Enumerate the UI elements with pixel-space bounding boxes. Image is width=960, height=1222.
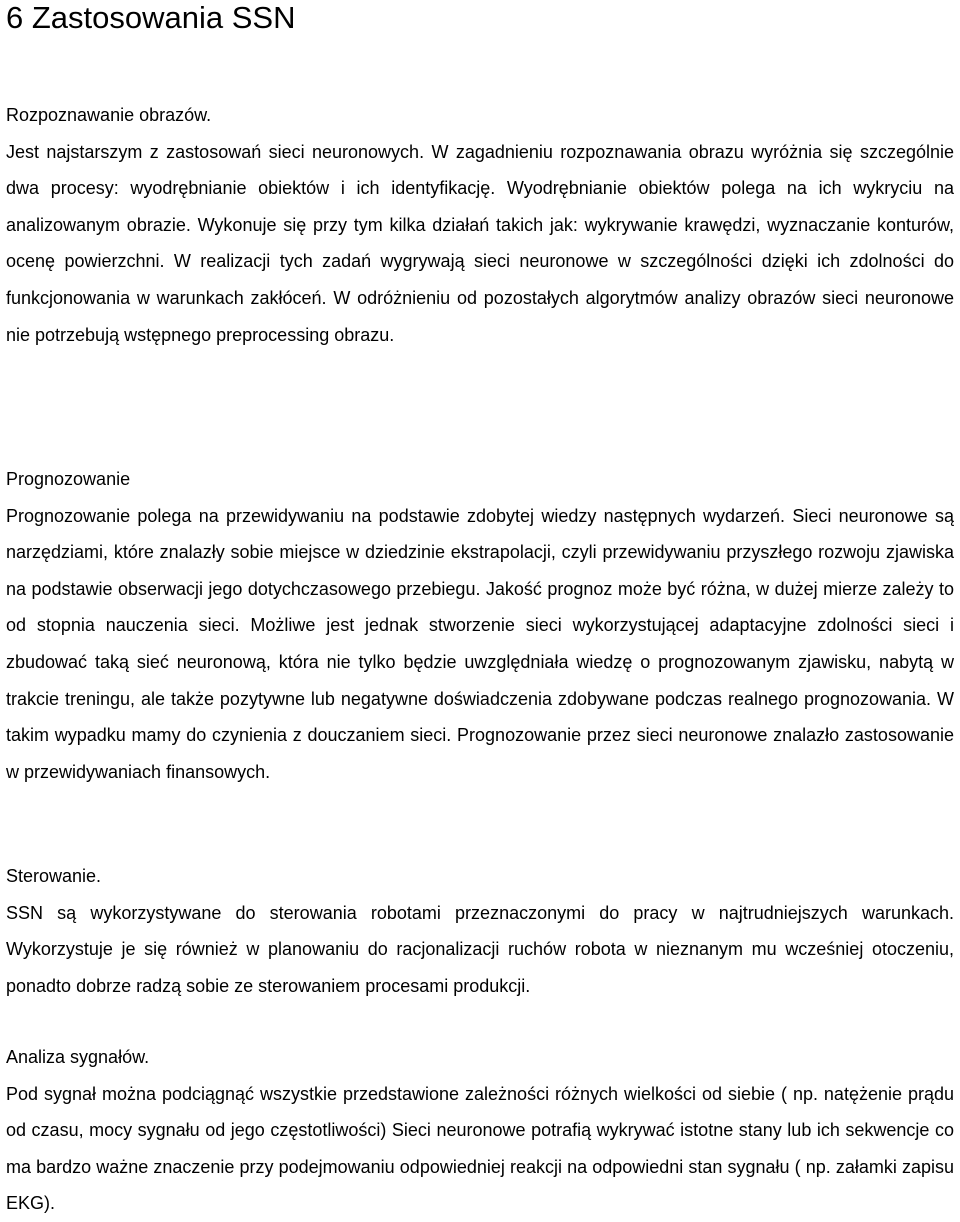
section-paragraph: SSN są wykorzystywane do sterowania robotami przeznaczonymi do pracy w najtrudniejszych warunkach. Wykorzystuje je się również w planowaniu do racjonalizacji ruchów robota w nieznanym mu wcześniej otoczeniu, ponadto dobrze radzą sobie ze sterowaniem procesami produkcji. <box>6 902 954 996</box>
section-paragraph: Jest najstarszym z zastosowań sieci neuronowych. W zagadnieniu rozpoznawania obrazu wyróżnia się szczególnie dwa procesy: wyodrębnianie obiektów i ich identyfikację. Wyodrębnianie obiektów polega na ich wykryciu na analizowanym obrazie. Wykonuje się przy tym kilka działań takich jak: wykrywanie krawędzi, wyznaczanie konturów, ocenę powierzchni. W realizacji tych zadań wygrywają sieci neuronowe w szczególności dzięki ich zdolności do funkcjonowania w warunkach zakłóceń. W odróżnieniu od pozostałych algorytmów analizy obrazów sieci neuronowe nie potrzebują wstępnego preprocessing obrazu. <box>6 141 954 345</box>
section-paragraph: Pod sygnał można podciągnąć wszystkie przedstawione zależności różnych wielkości od siebie ( np. natężenie prądu od czasu, mocy sygnału od jego częstotliwości) Sieci neuronowe potrafią wykrywać istotne stany lub ich sekwencje co ma bardzo ważne znaczenie przy podejmowaniu odpowiedniej reakcji na odpowiedni stan sygnału ( np. załamki zapisu EKG). <box>6 1083 954 1214</box>
section-paragraph: Prognozowanie polega na przewidywaniu na podstawie zdobytej wiedzy następnych wydarzeń. Sieci neuronowe są narzędziami, które znalazły sobie miejsce w dziedzinie ekstrapolacji, czyli przewidywaniu przyszłego rozwoju zjawiska na podstawie obserwacji jego dotychczasowego przebiegu. Jakość prognoz może być różna, w dużej mierze zależy to od stopnia nauczenia sieci. Możliwe jest jednak stworzenie sieci wykorzystującej adaptacyjne zdolności sieci i zbudować taką sieć neuronową, która nie tylko będzie uwzględniała wiedzę o prognozowanym zjawisku, nabytą w trakcie treningu, ale także pozytywne lub negatywne doświadczenia zdobywane podczas realnego prognozowania. W takim wypadku mamy do czynienia z douczaniem sieci. Prognozowanie przez sieci neuronowe znalazło zastosowanie w przewidywaniach finansowych. <box>6 505 954 782</box>
section-heading: Sterowanie. <box>6 866 102 886</box>
section-control <box>6 858 954 1004</box>
document-page <box>6 0 954 1214</box>
section-heading: Rozpoznawanie obrazów. <box>6 105 212 125</box>
section-heading: Analiza sygnałów. <box>6 1047 150 1067</box>
section-forecasting <box>6 461 954 790</box>
section-heading: Prognozowanie <box>6 469 131 489</box>
section-signal-analysis <box>6 1039 954 1222</box>
section-image-recognition <box>6 97 954 353</box>
document-title: 6 Zastosowania SSN <box>6 0 296 35</box>
